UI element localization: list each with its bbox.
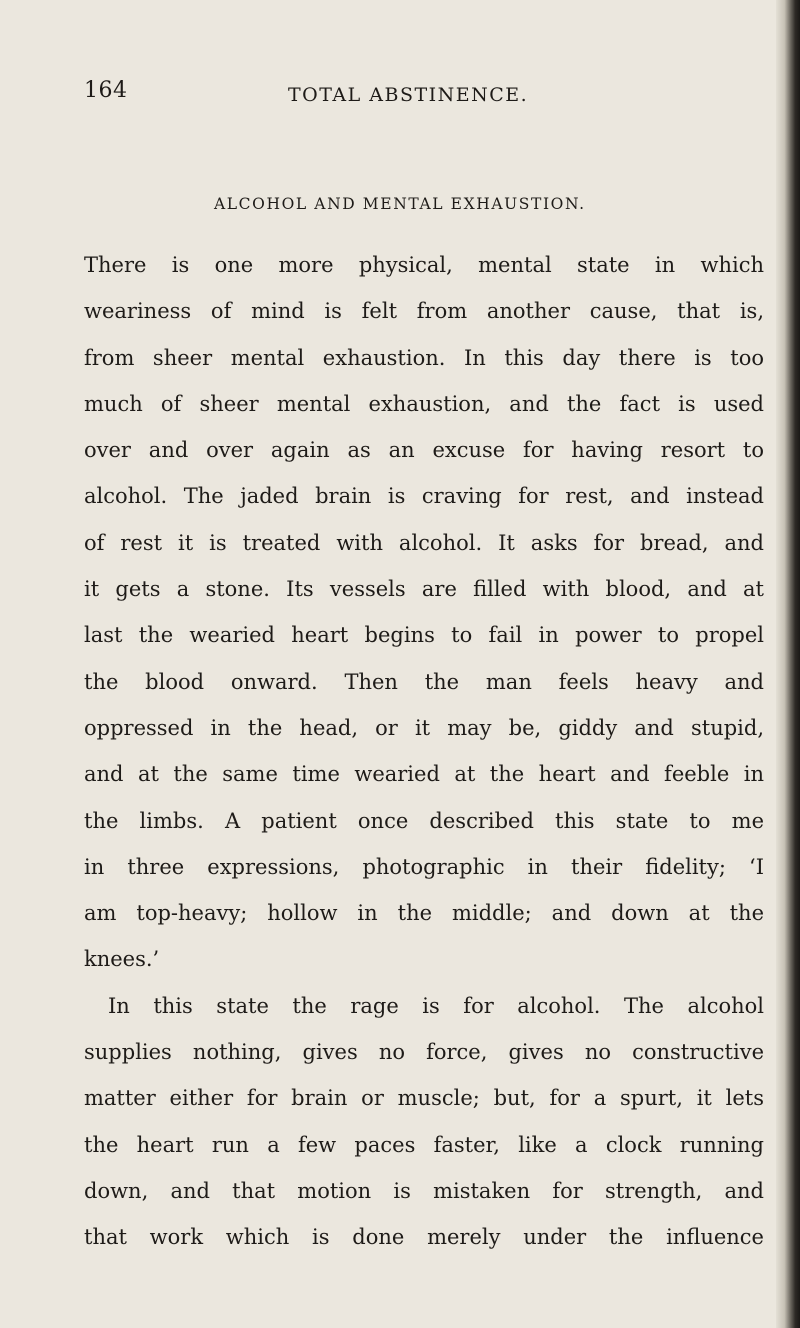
text-line: and at the same time wearied at the heart and feeble in — [84, 762, 764, 787]
text-line: alcohol. The jaded brain is craving for rest, and instead — [84, 484, 764, 509]
text-line: the limbs. A patient once described this state to me — [84, 808, 764, 833]
section-title: ALCOHOL AND MENTAL EXHAUSTION. — [214, 195, 586, 213]
text-line: much of sheer mental exhaustion, and the fact is used — [84, 391, 764, 416]
text-line: oppressed in the head, or it may be, giddy and stupid, — [84, 715, 764, 740]
text-line: that work which is done merely under the influence — [84, 1225, 764, 1250]
body-text — [84, 242, 764, 1261]
page-number: 164 — [84, 78, 128, 103]
text-line: down, and that motion is mistaken for strength, and — [84, 1178, 764, 1203]
text-line: of rest it is treated with alcohol. It asks for bread, and — [84, 530, 764, 555]
text-line: In this state the rage is for alcohol. The alcohol — [108, 993, 764, 1018]
text-line: the blood onward. Then the man feels heavy and — [84, 669, 764, 694]
text-line: weariness of mind is felt from another cause, that is, — [84, 299, 764, 324]
text-line: from sheer mental exhaustion. In this day there is too — [84, 345, 764, 370]
text-line: There is one more physical, mental state in which — [84, 253, 764, 277]
running-head: TOTAL ABSTINENCE. — [288, 84, 529, 106]
text-line: knees.’ — [84, 947, 160, 972]
text-line: it gets a stone. Its vessels are filled with blood, and at — [84, 577, 764, 602]
text-line: over and over again as an excuse for having resort to — [84, 438, 764, 463]
text-line: in three expressions, photographic in their fidelity; ‘I — [84, 854, 764, 879]
text-line: the heart run a few paces faster, like a clock running — [84, 1132, 764, 1157]
text-line: last the wearied heart begins to fail in power to propel — [84, 623, 764, 648]
text-line: matter either for brain or muscle; but, for a spurt, it lets — [84, 1086, 764, 1111]
text-line: supplies nothing, gives no force, gives no constructive — [84, 1040, 764, 1065]
text-line: am top-heavy; hollow in the middle; and down at the — [84, 901, 764, 926]
page-gutter-edge — [776, 0, 800, 1328]
